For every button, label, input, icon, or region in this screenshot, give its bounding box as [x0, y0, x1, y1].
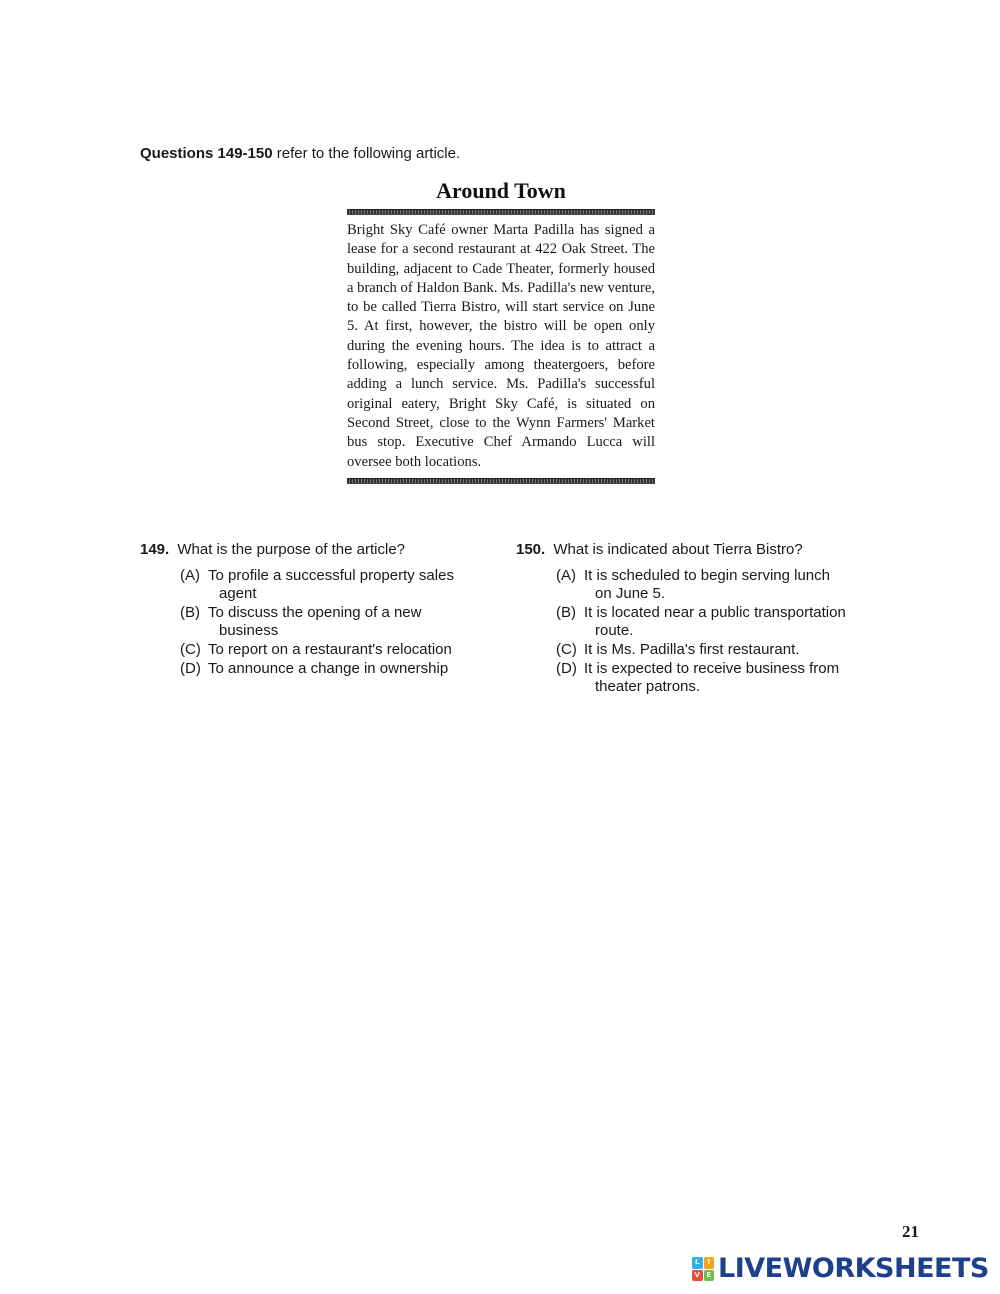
option-150-a[interactable]	[556, 567, 871, 603]
option-text: To discuss the opening of a new	[208, 604, 422, 621]
article-title: Around Town	[436, 178, 566, 203]
option-text-continued: on June 5.	[595, 585, 666, 602]
option-letter: (D)	[180, 660, 201, 677]
question-text: What is indicated about Tierra Bistro?	[553, 541, 803, 558]
article-top-rule	[347, 209, 655, 215]
option-letter: (B)	[556, 604, 576, 621]
option-text: To announce a change in ownership	[208, 660, 449, 677]
option-letter: (A)	[556, 567, 576, 584]
brand-name: LIVEWORKSHEETS	[718, 1253, 989, 1284]
option-149-d[interactable]	[180, 660, 485, 678]
option-149-c[interactable]	[180, 641, 485, 659]
option-text-continued: route.	[595, 622, 634, 639]
option-letter: (B)	[180, 604, 200, 621]
question-number: 149.	[140, 541, 170, 558]
option-text-continued: agent	[219, 585, 257, 602]
questions-intro	[140, 145, 460, 162]
article	[347, 178, 655, 484]
liveworksheets-brand[interactable]	[692, 1254, 989, 1284]
option-letter: (A)	[180, 567, 200, 584]
option-text-continued: theater patrons.	[595, 678, 701, 695]
answer-options	[556, 567, 871, 696]
article-bottom-rule	[347, 478, 655, 484]
questions-intro-text: refer to the following article.	[272, 145, 461, 162]
question-149	[140, 541, 485, 679]
option-149-b[interactable]	[180, 604, 485, 640]
option-150-d[interactable]	[556, 660, 871, 696]
logo-tile-v: V	[692, 1270, 703, 1282]
logo-tile-e: E	[704, 1270, 715, 1282]
option-text: It is located near a public transportation	[584, 604, 846, 621]
option-text: To profile a successful property sales	[208, 567, 454, 584]
option-149-a[interactable]	[180, 567, 485, 603]
question-text: What is the purpose of the article?	[177, 541, 405, 558]
question-stem	[516, 541, 871, 559]
logo-tile-i: I	[704, 1257, 715, 1269]
option-text: It is Ms. Padilla's first restaurant.	[584, 641, 800, 658]
article-body: Bright Sky Café owner Marta Padilla has signed a lease for a second restaurant at 422 Oak Street. The building, adjacent to Cade Theater, formerly housed a branch of Haldon Bank. Ms. Padilla's new venture, to be called Tierra Bistro, will start service on June 5. At first, however, the bistro will be open only during the evening hours. The idea is to attract a following, especially among theatergoers, before adding a lunch service. Ms. Padilla's successful original eatery, Bright Sky Café, is situated on Second Street, close to the Wynn Farmers' Market bus stop. Executive Chef Armando Lucca will oversee both locations.	[347, 222, 655, 470]
option-letter: (C)	[180, 641, 201, 658]
option-letter: (C)	[556, 641, 577, 658]
question-150	[516, 541, 871, 697]
option-text: To report on a restaurant's relocation	[208, 641, 452, 658]
option-text-continued: business	[219, 622, 279, 639]
option-150-c[interactable]	[556, 641, 871, 659]
option-text: It is scheduled to begin serving lunch	[584, 567, 830, 584]
option-text: It is expected to receive business from	[584, 660, 840, 677]
option-150-b[interactable]	[556, 604, 871, 640]
option-letter: (D)	[556, 660, 577, 677]
answer-options	[180, 567, 485, 678]
question-stem	[140, 541, 485, 559]
question-number: 150.	[516, 541, 546, 558]
liveworksheets-logo-icon	[692, 1257, 714, 1281]
page-number: 21	[902, 1222, 919, 1241]
logo-tile-l: L	[692, 1257, 703, 1269]
questions-range: Questions 149-150	[140, 145, 273, 162]
